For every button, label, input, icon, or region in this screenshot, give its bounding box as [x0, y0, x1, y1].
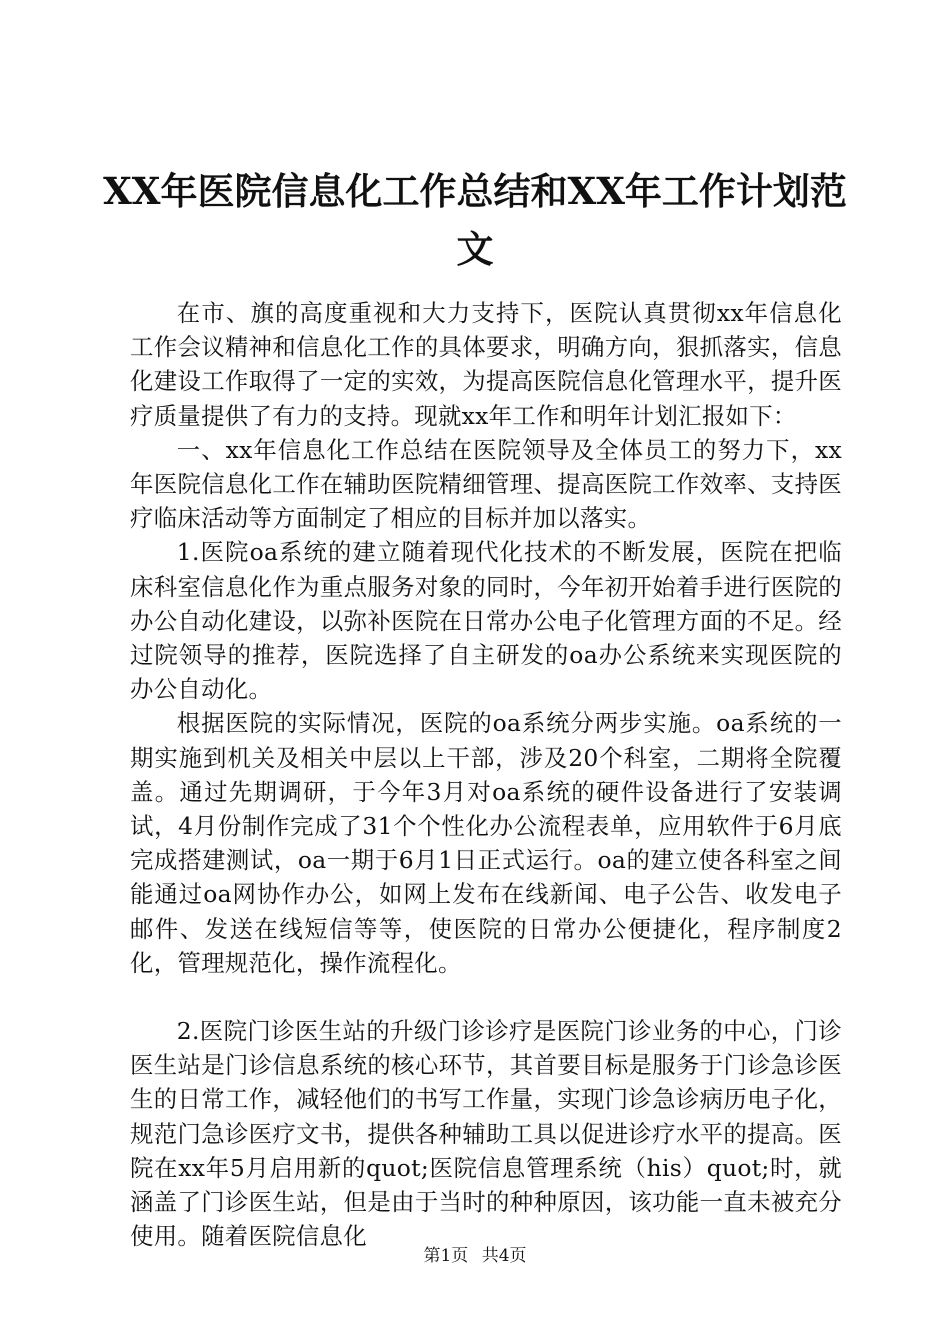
document-title: XX年医院信息化工作总结和XX年工作计划范文 [103, 169, 847, 271]
paragraph-section-one: 一、xx年信息化工作总结在医院领导及全体员工的努力下，xx年医院信息化工作在辅助医院精细管理、提高医院工作效率、支持医疗临床活动等方面制定了相应的目标并加以落实。 [130, 435, 842, 533]
page-footer [0, 1244, 950, 1268]
paragraph-outpatient-station: 2.医院门诊医生站的升级门诊诊疗是医院门诊业务的中心，门诊医生站是门诊信息系统的核心环节，其首要目标是服务于门诊急诊医生的日常工作，减轻他们的书写工作量，实现门诊急诊病历电子化，规范门急诊医疗文书，提供各种辅助工具以促进诊疗水平的提高。医院在xx年5月启用新的quot;医院信息管理系统（his）quot;时，就涵盖了门诊医生站，但是由于当时的种种原因，该功能一直未被充分使用。随着医院信息化 [130, 1017, 842, 1251]
document-body [130, 296, 842, 1253]
paragraph-oa-implementation: 根据医院的实际情况，医院的oa系统分两步实施。oa系统的一期实施到机关及相关中层以上干部，涉及20个科室，二期将全院覆盖。通过先期调研，于今年3月对oa系统的硬件设备进行了安装调试，4月份制作完成了31个个性化办公流程表单，应用软件于6月底完成搭建测试，oa一期于6月1日正式运行。oa的建立使各科室之间能通过oa网协作办公，如网上发布在线新闻、电子公告、收发电子邮件、发送在线短信等等，使医院的日常办公便捷化，程序制度2化，管理规范化，操作流程化。 [130, 709, 842, 977]
paragraph-intro: 在市、旗的高度重视和大力支持下，医院认真贯彻xx年信息化工作会议精神和信息化工作的具体要求，明确方向，狠抓落实，信息化建设工作取得了一定的实效，为提高医院信息化管理水平，提升医疗质量提供了有力的支持。现就xx年工作和明年计划汇报如下： [130, 299, 842, 430]
page-total: 共4页 [481, 1246, 527, 1266]
paragraph-oa-system: 1.医院oa系统的建立随着现代化技术的不断发展，医院在把临床科室信息化作为重点服务对象的同时，今年初开始着手进行医院的办公自动化建设，以弥补医院在日常办公电子化管理方面的不足。经过院领导的推荐，医院选择了自主研发的oa办公系统来实现医院的办公自动化。 [130, 538, 842, 704]
page-number: 第1页 [423, 1246, 469, 1266]
